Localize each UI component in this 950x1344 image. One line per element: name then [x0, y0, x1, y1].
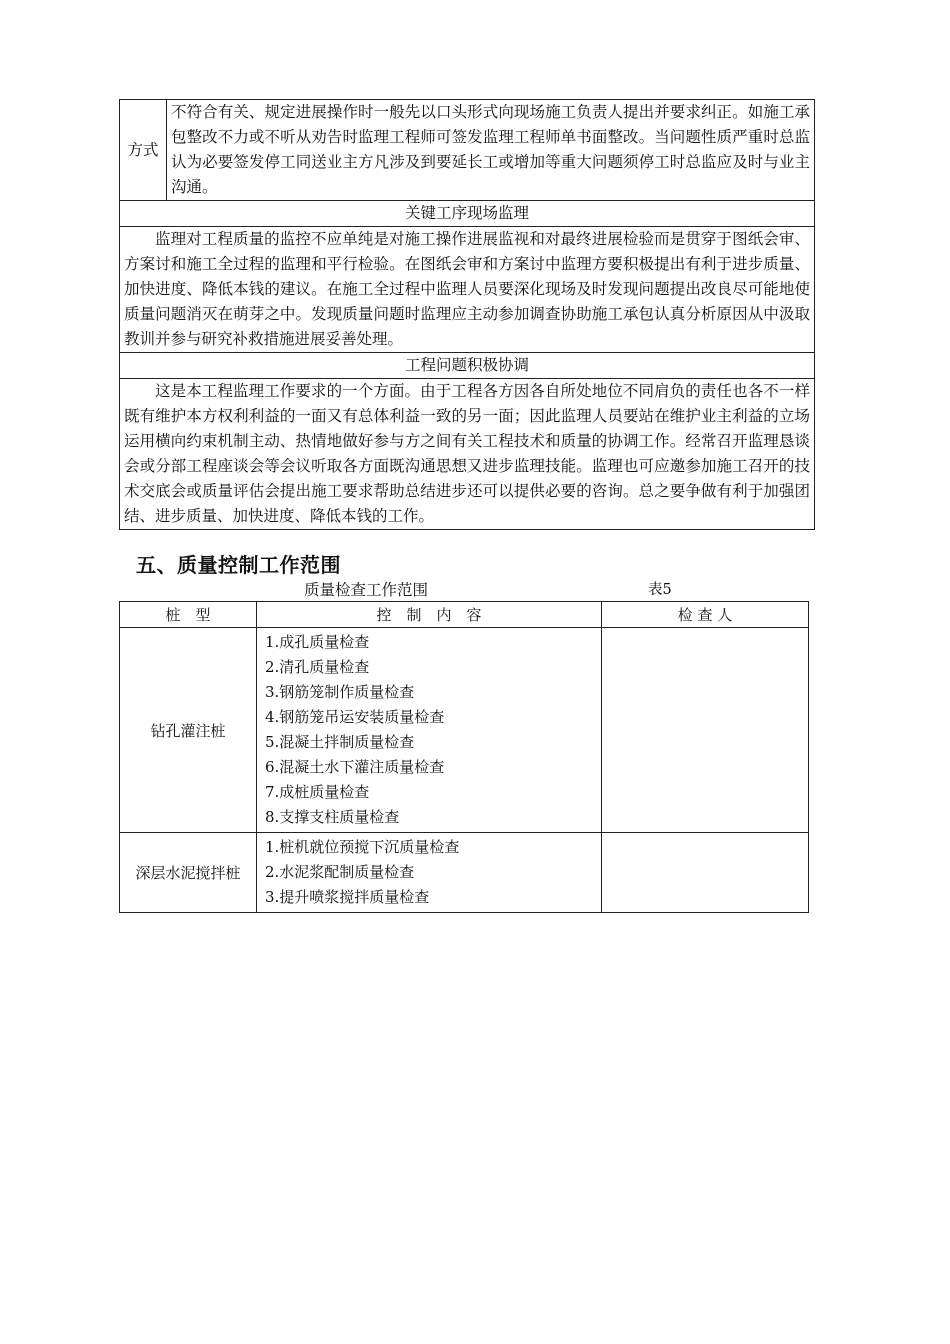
list-item: 1.桩机就位预搅下沉质量检查 [265, 838, 460, 856]
method-label: 方式 [120, 100, 167, 201]
list-item: 6.混凝土水下灌注质量检查 [265, 758, 445, 776]
coordination-text: 这是本工程监理工作要求的一个方面。由于工程各方因各自所处地位不同肩负的责任也各不一样既有维护本方权利利益的一面又有总体利益一致的另一面；因此监理人员要站在维护业主利益的立场运用横向约束机制主动、热情地做好参与方之间有关工程技术和质量的协调工作。经常召开监理恳谈会或分部工程座谈会等会议听取各方面既沟通思想又进步监理技能。监理也可应邀参加施工召开的技术交底会或质量评估会提出施工要求帮助总结进步还可以提供必要的咨询。总之要争做有利于加强团结、进步质量、加快进度、降低本钱的工作。 [120, 379, 815, 530]
list-item: 5.混凝土拌制质量检查 [265, 733, 415, 751]
list-item: 4.钢筋笼吊运安装质量检查 [265, 708, 445, 726]
table-row [120, 628, 809, 833]
quality-inspection-table [119, 601, 809, 913]
list-item: 3.钢筋笼制作质量检查 [265, 683, 415, 701]
key-process-title: 关键工序现场监理 [120, 201, 815, 227]
table-header-row [120, 602, 809, 628]
key-process-text: 监理对工程质量的监控不应单纯是对施工操作进展监视和对最终进展检验而是贯穿于图纸会审、方案讨和施工全过程的监理和平行检验。在图纸会审和方案讨中监理方要积极提出有利于进步质量、加快进度、降低本钱的建议。在施工全过程中监理人员要深化现场及时发现问题提出改良尽可能地使质量问题消灭在萌芽之中。发现质量问题时监理应主动参加调查协助施工承包认真分析原因从中汲取教训并参与研究补救措施进展妥善处理。 [120, 227, 815, 353]
inspector-cell [602, 628, 809, 833]
header-pile-type: 桩 型 [120, 602, 257, 628]
table-caption: 质量检查工作范围 [304, 581, 429, 599]
list-item: 3.提升喷浆搅拌质量检查 [265, 888, 430, 906]
list-item: 2.清孔质量检查 [265, 658, 370, 676]
supervision-table [119, 99, 815, 530]
list-item: 2.水泥浆配制质量检查 [265, 863, 415, 881]
control-content-cell [257, 833, 602, 913]
list-item: 7.成桩质量检查 [265, 783, 370, 801]
section-heading: 五、质量控制工作范围 [136, 553, 341, 577]
pile-type-cell: 钻孔灌注桩 [120, 628, 257, 833]
list-item: 8.支撑支柱质量检查 [265, 808, 400, 826]
header-control-content: 控 制 内 容 [257, 602, 602, 628]
method-text: 不符合有关、规定进展操作时一般先以口头形式向现场施工负责人提出并要求纠正。如施工承包整改不力或不听从劝告时监理工程师可签发监理工程师单书面整改。当问题性质严重时总监认为必要签发停工同送业主方凡涉及到要延长工或增加等重大问题须停工时总监应及时与业主沟通。 [167, 100, 815, 201]
header-inspector: 检 查 人 [602, 602, 809, 628]
inspector-cell [602, 833, 809, 913]
table-number: 表5 [648, 582, 672, 598]
pile-type-cell: 深层水泥搅拌桩 [120, 833, 257, 913]
table-row [120, 833, 809, 913]
control-content-cell [257, 628, 602, 833]
coordination-title: 工程问题积极协调 [120, 353, 815, 379]
list-item: 1.成孔质量检查 [265, 633, 370, 651]
